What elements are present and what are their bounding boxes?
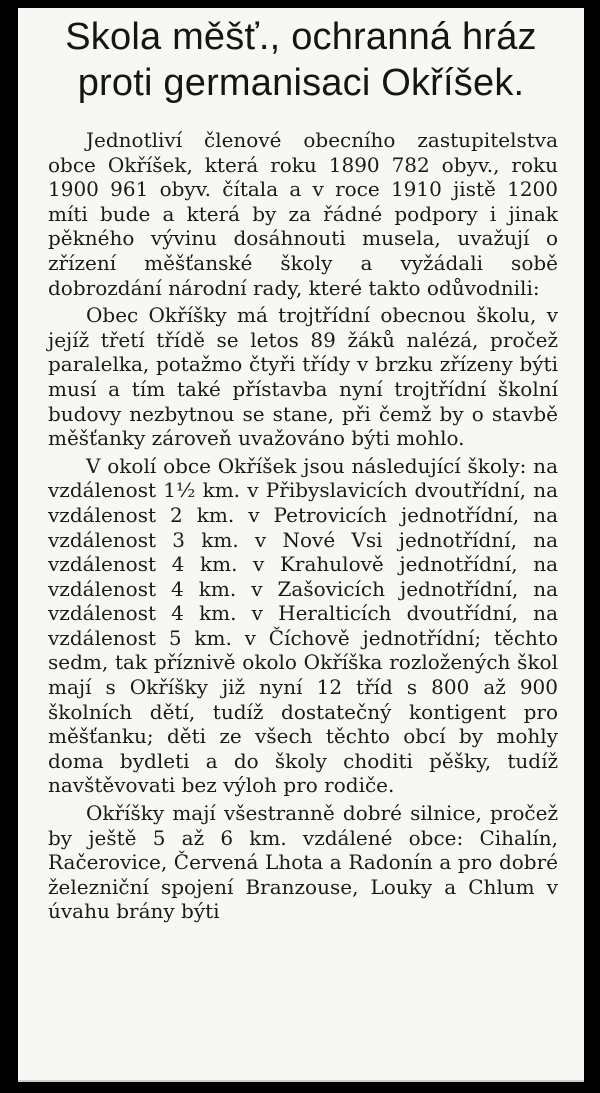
title-line-2: proti germanisaci Okříšek. (77, 62, 525, 104)
paper-bottom-edge (18, 1080, 584, 1082)
title-line-1: Skola měšť., ochranná hráz (65, 16, 537, 58)
paragraph-2: Obec Okříšky má trojtřídní obecnou školu, v jejíž třetí třídě se letos 89 žáků nalézá, pročež paralelka, potažmo čtyři třídy v brzku zřízeny býti musí a tím také přístavba nyní trojtřídní školní budovy nezbytnou se stane, při čemž by o stavbě měšťanky zároveň uvažováno býti mohlo. (48, 303, 558, 451)
newspaper-clipping (18, 8, 584, 1080)
paragraph-3: V okolí obce Okříšek jsou následující školy: na vzdálenost 1½ km. v Přibyslavicích dvoutřídní, na vzdálenost 2 km. v Petrovicích jednotřídní, na vzdálenost 3 km. v Nové Vsi jednotřídní, na vzdálenost 4 km. v Krahulově jednotřídní, na vzdálenost 4 km. v Zašovicích jednotřídní, na vzdálenost 4 km. v Heralticích dvoutřídní, na vzdálenost 5 km. v Číchově jednotřídní; těchto sedm, tak příznivě okolo Okříška rozložených škol mají s Okříšky již nyní 12 tříd s 800 až 900 školních dětí, tudíž dostatečný kontigent pro měšťanku; děti ze všech těchto obcí by mohly doma bydleti a do školy choditi pěšky, tudíž navštěvovati bez výloh pro rodiče. (48, 453, 558, 798)
article-title (18, 8, 584, 106)
paragraph-4: Okříšky mají všestranně dobré silnice, pročež by ještě 5 až 6 km. vzdálené obce: Cihalín, Račerovice, Červená Lhota a Radonín a pro dobré železniční spojení Branzouse, Louky a Chlum v úvahu brány býti (48, 801, 558, 924)
article-body (18, 106, 584, 924)
paragraph-1: Jednotliví členové obecního zastupitelstva obce Okříšek, která roku 1890 782 obyv., roku 1900 961 obyv. čítala a v roce 1910 jistě 1200 míti bude a která by za řádné podpory i jinak pěkného vývinu dosáhnouti musela, uvažují o zřízení měšťanské školy a vyžádali sobě dobrozdání národní rady, které takto odůvodnili: (48, 128, 558, 300)
